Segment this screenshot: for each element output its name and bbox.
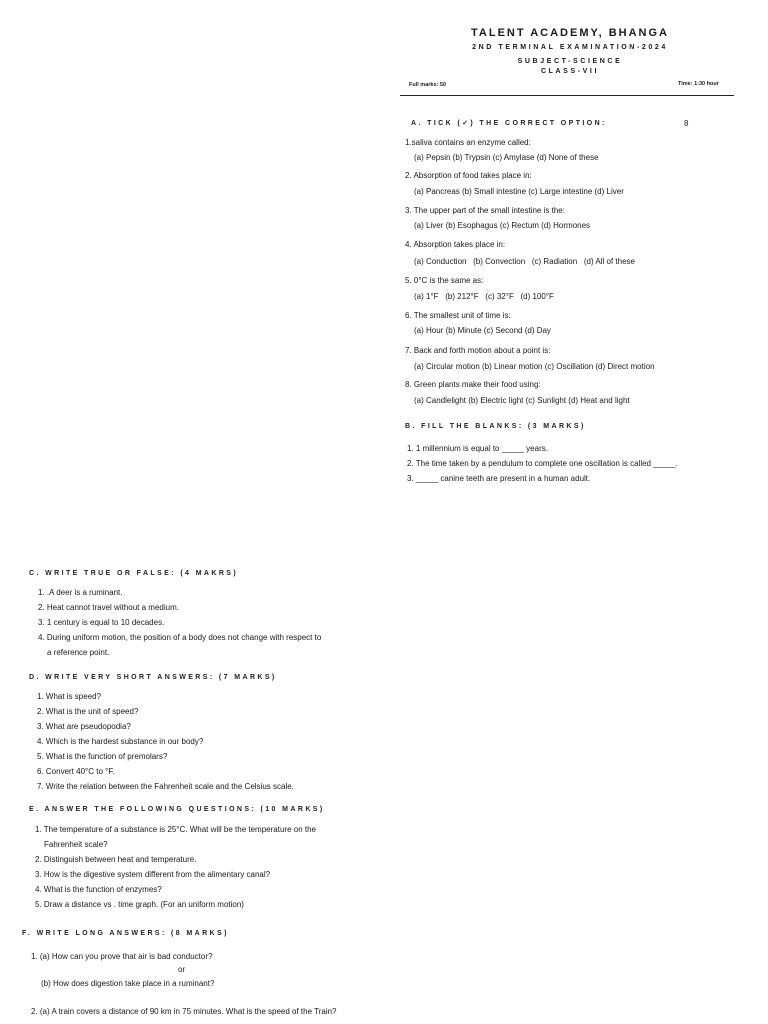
list-item: 1. What is speed? [37, 692, 102, 701]
section-b-title: B. FILL THE BLANKS: (3 MARKS) [405, 423, 586, 430]
list-item: 2. The time taken by a pendulum to complete one oscillation is called _____. [407, 459, 678, 468]
question-a5: 5. 0°C is the same as: [405, 276, 484, 285]
options-a5: (a) 1°F (b) 212°F (c) 32°F (d) 100°F [414, 292, 554, 301]
options-a4: (a) Conduction (b) Convection (c) Radiation (d) All of these [414, 257, 635, 266]
list-item-continuation: Fahrenheit scale? [44, 840, 108, 849]
question-a3: 3. The upper part of the small intestine is the: [405, 206, 565, 215]
full-marks: Full marks: 50 [409, 82, 446, 88]
list-item-continuation: a reference point. [47, 648, 110, 657]
options-a2: (a) Pancreas (b) Small intestine (c) Large intestine (d) Liver [414, 187, 624, 196]
section-d-list [37, 689, 294, 794]
options-a6: (a) Hour (b) Minute (c) Second (d) Day [414, 326, 551, 335]
question-f2a: 2. (a) A train covers a distance of 90 km in 75 minutes. What is the speed of the Train? [31, 1007, 337, 1016]
list-item: 7. Write the relation between the Fahrenheit scale and the Celsius scale. [37, 782, 294, 791]
question-a7: 7. Back and forth motion about a point is: [405, 346, 551, 355]
question-f1b: (b) How does digestion take place in a ruminant? [41, 979, 215, 988]
question-a8: 8. Green plants make their food using: [405, 380, 541, 389]
list-item: 1. The temperature of a substance is 25°C. What will be the temperature on the [35, 825, 316, 834]
section-e-title: E. ANSWER THE FOLLOWING QUESTIONS: (10 MARKS) [29, 806, 325, 813]
section-c-title: C. WRITE TRUE OR FALSE: (4 MAKRS) [29, 570, 239, 577]
list-item: 4. Which is the hardest substance in our body? [37, 737, 204, 746]
list-item: 4. What is the function of enzymes? [35, 885, 162, 894]
or-separator: or [178, 965, 186, 974]
options-a7: (a) Circular motion (b) Linear motion (c) Oscillation (d) Direct motion [414, 362, 655, 371]
question-a2: 2. Absorption of food takes place in: [405, 171, 532, 180]
header-divider [400, 95, 734, 96]
exam-title: 2ND TERMINAL EXAMINATION-2024 [472, 44, 668, 51]
section-e-list [35, 822, 316, 912]
time-allowed: Time: 1:30 hour [678, 81, 719, 87]
section-a-marks: 8 [684, 119, 689, 128]
question-a1: 1.saliva contains an enzyme called: [405, 138, 531, 147]
list-item: 3. What are pseudopodia? [37, 722, 131, 731]
list-item: 4. During uniform motion, the position of a body does not change with respect to [38, 633, 322, 642]
list-item: 5. What is the function of premolars? [37, 752, 168, 761]
list-item: 5. Draw a distance vs . time graph. (For an uniform motion) [35, 900, 244, 909]
options-a1: (a) Pepsin (b) Trypsin (c) Amylase (d) None of these [414, 153, 599, 162]
options-a8: (a) Candlelight (b) Electric light (c) Sunlight (d) Heat and light [414, 396, 630, 405]
subject-line: SUBJECT-SCIENCE [517, 58, 623, 65]
list-item: 3. 1 century is equal to 10 decades. [38, 618, 165, 627]
list-item: 2. Heat cannot travel without a medium. [38, 603, 179, 612]
list-item: 3. _____ canine teeth are present in a human adult. [407, 474, 591, 483]
list-item: 2. What is the unit of speed? [37, 707, 139, 716]
school-name: TALENT ACADEMY, BHANGA [471, 27, 669, 39]
class-line: CLASS-VII [540, 68, 599, 75]
section-b-list [407, 441, 678, 486]
section-f-title: F. WRITE LONG ANSWERS: (8 MARKS) [22, 930, 229, 937]
list-item: 2. Distinguish between heat and temperature. [35, 855, 197, 864]
section-d-title: D. WRITE VERY SHORT ANSWERS: (7 MARKS) [29, 674, 277, 681]
section-a-title: A. TICK (✓) THE CORRECT OPTION: [411, 120, 607, 127]
options-a3: (a) Liver (b) Esophagus (c) Rectum (d) Hormones [414, 221, 591, 230]
question-a4: 4. Absorption takes place in: [405, 240, 506, 249]
section-c-list [38, 585, 321, 660]
list-item: 3. How is the digestive system different from the alimentary canal? [35, 870, 271, 879]
list-item: 1. 1 millennium is equal to _____ years. [407, 444, 548, 453]
question-a6: 6. The smallest unit of time is: [405, 311, 511, 320]
list-item: 6. Convert 40°C to °F. [37, 767, 115, 776]
list-item: 1. .A deer is a ruminant. [38, 588, 123, 597]
question-f1a: 1. (a) How can you prove that air is bad conductor? [31, 952, 213, 961]
